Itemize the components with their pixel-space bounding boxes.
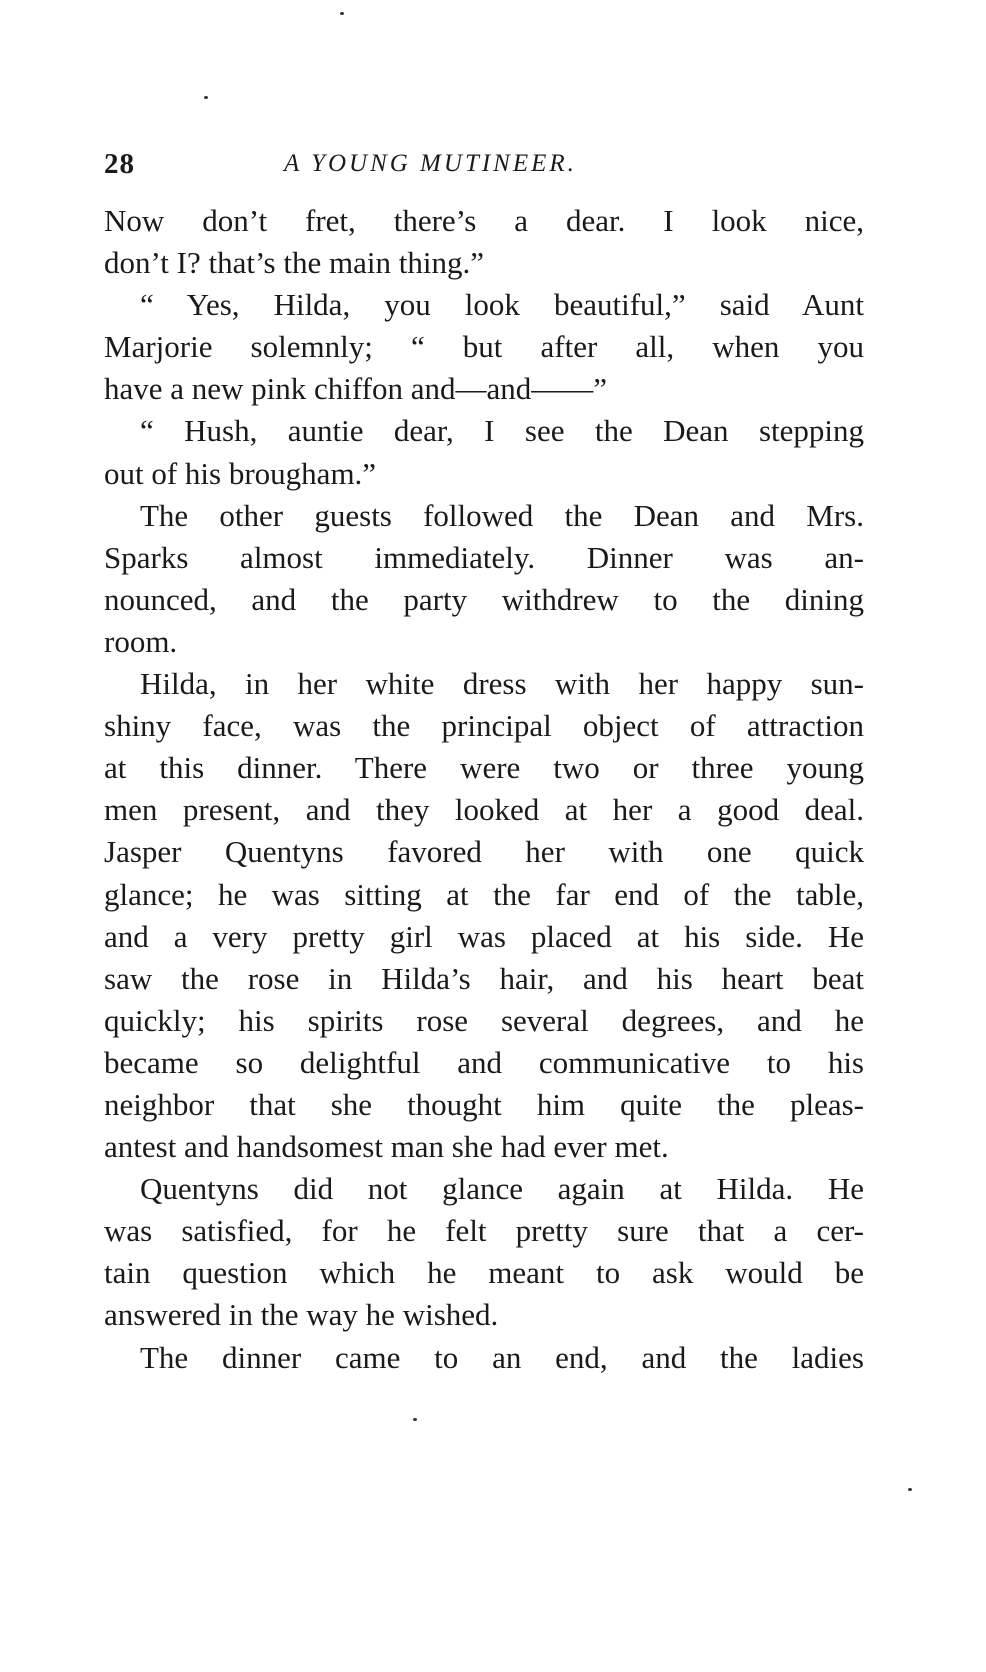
text-line: room. — [104, 623, 178, 659]
text-line: at this dinner. There were two or three young — [104, 750, 864, 786]
text-line: The other guests followed the Dean and Mrs. — [140, 497, 864, 533]
text-line: don’t I? that’s the main thing.” — [104, 245, 484, 281]
text-line: Now don’t fret, there’s a dear. I look nice, — [104, 203, 864, 238]
text-line: out of his brougham.” — [104, 455, 377, 491]
scan-speck — [908, 1488, 912, 1491]
text-line: “ Yes, Hilda, you look beautiful,” said Aunt — [140, 287, 864, 323]
page-number: 28 — [104, 148, 135, 180]
text-line: was satisfied, for he felt pretty sure that a cer- — [104, 1213, 864, 1249]
scan-speck — [340, 12, 344, 15]
text-line: Sparks almost immediately. Dinner was an- — [104, 539, 864, 575]
text-line: have a new pink chiffon and—and——” — [104, 371, 608, 407]
text-line: became so delightful and communicative to his — [104, 1044, 864, 1080]
scan-speck — [413, 1418, 417, 1421]
text-line: nounced, and the party withdrew to the dining — [104, 581, 864, 617]
text-line: Hilda, in her white dress with her happy sun- — [140, 666, 864, 702]
text-line: neighbor that she thought him quite the pleas- — [104, 1086, 864, 1122]
running-title: A YOUNG MUTINEER. — [284, 150, 577, 177]
text-line: answered in the way he wished. — [104, 1297, 499, 1333]
text-line: Jasper Quentyns favored her with one quick — [104, 834, 864, 870]
text-line: antest and handsomest man she had ever met. — [104, 1129, 669, 1165]
text-line: quickly; his spirits rose several degrees, and he — [104, 1002, 864, 1038]
text-line: “ Hush, auntie dear, I see the Dean stepping — [140, 413, 864, 449]
text-line: tain question which he meant to ask would be — [104, 1255, 864, 1291]
text-line: men present, and they looked at her a good deal. — [104, 792, 864, 828]
scan-speck — [204, 96, 208, 99]
text-line: and a very pretty girl was placed at his side. He — [104, 918, 864, 954]
text-line: Marjorie solemnly; “ but after all, when you — [104, 329, 864, 365]
text-line: glance; he was sitting at the far end of the table, — [104, 876, 864, 912]
body-text — [104, 200, 864, 1379]
text-line: Quentyns did not glance again at Hilda. He — [140, 1171, 864, 1207]
text-line: shiny face, was the principal object of attraction — [104, 708, 864, 744]
text-line: saw the rose in Hilda’s hair, and his heart beat — [104, 960, 864, 996]
text-line: The dinner came to an end, and the ladies — [140, 1339, 864, 1375]
page-header — [104, 148, 864, 184]
